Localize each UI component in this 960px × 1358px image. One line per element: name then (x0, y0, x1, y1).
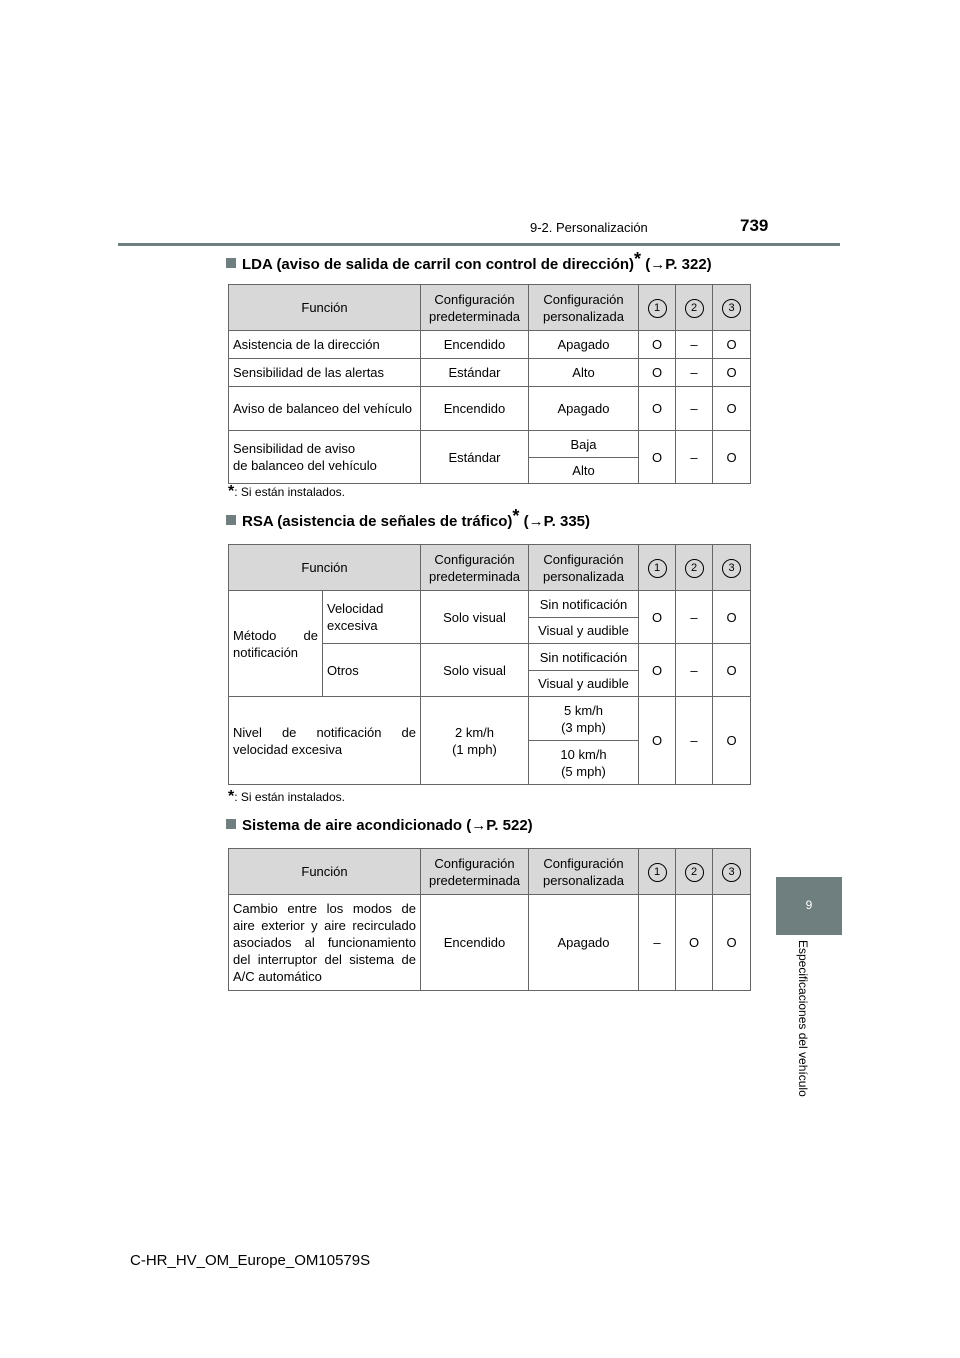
lda-page-ref: (→P. 322) (641, 256, 712, 273)
col-3 (713, 849, 751, 895)
header-rule (118, 243, 840, 246)
cell-custom: Sin notificación (529, 644, 639, 671)
cell-c1: O (639, 331, 676, 359)
cell-c2: – (676, 387, 713, 431)
col-3 (713, 545, 751, 591)
ac-heading-text: Sistema de aire acondicionado (242, 817, 463, 834)
col-default: Configuración predeterminada (421, 285, 529, 331)
cell-c2: – (676, 359, 713, 387)
lda-asterisk: * (634, 249, 642, 269)
cell-funcion: Aviso de balanceo del vehículo (229, 387, 421, 431)
table-header-row (229, 545, 751, 591)
cell-default: Encendido (421, 387, 529, 431)
circled-1-icon: 1 (648, 559, 667, 578)
lda-heading-text: LDA (aviso de salida de carril con control de dirección) (242, 256, 635, 273)
chapter-number: 9 (805, 898, 813, 912)
table-row (229, 431, 751, 458)
cell-default: Solo visual (421, 591, 529, 644)
circled-3-icon: 3 (722, 299, 741, 318)
cell-c2: O (676, 895, 713, 991)
cell-default: Estándar (421, 359, 529, 387)
cell-funcion: Asistencia de la dirección (229, 331, 421, 359)
cell-custom-line: (5 mph) (561, 763, 606, 779)
lda-footnote (228, 483, 345, 501)
col-1 (639, 285, 676, 331)
table-header-row (229, 285, 751, 331)
circled-1-icon: 1 (648, 299, 667, 318)
cell-custom-line: 10 km/h (560, 746, 607, 762)
rsa-footnote (228, 788, 345, 806)
circled-3-icon: 3 (722, 559, 741, 578)
col-funcion: Función (229, 545, 421, 591)
cell-level-label: Nivel de notificación de velocidad excesiva (229, 697, 421, 785)
cell-custom: Visual y audible (529, 618, 639, 644)
page-number: 739 (740, 216, 769, 235)
lda-heading (226, 249, 712, 273)
cell-c3: O (713, 359, 751, 387)
circled-2-icon: 2 (685, 863, 704, 882)
cell-funcion-line: Sensibilidad de aviso (233, 441, 356, 456)
col-custom: Configuración personalizada (529, 849, 639, 895)
circled-2-icon: 2 (685, 559, 704, 578)
rsa-heading-text: RSA (asistencia de señales de tráfico) (242, 513, 513, 530)
cell-custom: Apagado (529, 895, 639, 991)
col-custom: Configuración personalizada (529, 285, 639, 331)
cell-custom: Alto (529, 359, 639, 387)
cell-custom-line: 5 km/h (563, 702, 603, 718)
cell-c2: – (676, 331, 713, 359)
col-funcion: Función (229, 849, 421, 895)
cell-c2: – (676, 431, 713, 484)
col-2 (676, 545, 713, 591)
cell-c3: O (713, 387, 751, 431)
table-row (229, 591, 751, 618)
chapter-tab (776, 877, 842, 935)
col-funcion: Función (229, 285, 421, 331)
cell-c1: – (639, 895, 676, 991)
cell-default-line: 2 km/h (454, 724, 494, 740)
chapter-label: Especificaciones del vehículo (796, 940, 810, 1097)
cell-c2: – (676, 591, 713, 644)
col-2 (676, 849, 713, 895)
footnote-text: : Si están instalados. (234, 790, 345, 804)
col-default: Configuración predeterminada (421, 545, 529, 591)
footnote-text: : Si están instalados. (234, 485, 345, 499)
cell-default: Estándar (421, 431, 529, 484)
col-1 (639, 849, 676, 895)
cell-custom: Baja (529, 431, 639, 458)
table-row (229, 895, 751, 991)
cell-c3: O (713, 644, 751, 697)
cell-funcion-line: de balanceo del vehículo (233, 458, 377, 473)
cell-sub-label: Otros (323, 644, 421, 697)
footnote-asterisk: * (228, 788, 235, 805)
col-custom: Configuración personalizada (529, 545, 639, 591)
cell-default: Solo visual (421, 644, 529, 697)
col-default: Configuración predeterminada (421, 849, 529, 895)
cell-custom: Apagado (529, 331, 639, 359)
cell-c2: – (676, 697, 713, 785)
cell-funcion: Cambio entre los modos de aire exterior y aire recirculado asociados al funcionamiento del interruptor del sistema de A/C automático (229, 895, 421, 991)
cell-c2: – (676, 644, 713, 697)
cell-c3: O (713, 697, 751, 785)
cell-c1: O (639, 591, 676, 644)
rsa-table (228, 544, 751, 785)
table-header-row (229, 849, 751, 895)
header-section-title: 9-2. Personalización (530, 220, 648, 235)
cell-custom: Sin notificación (529, 591, 639, 618)
cell-c3: O (713, 895, 751, 991)
cell-c3: O (713, 431, 751, 484)
bullet-square-icon (226, 258, 236, 268)
cell-custom (529, 741, 639, 785)
rsa-asterisk: * (512, 506, 520, 526)
cell-method: Método de notificación (229, 591, 323, 697)
cell-default (421, 697, 529, 785)
cell-default: Encendido (421, 895, 529, 991)
rsa-page-ref: (→P. 335) (519, 513, 590, 530)
cell-custom: Alto (529, 458, 639, 484)
lda-table (228, 284, 751, 484)
rsa-heading (226, 506, 590, 530)
table-row (229, 331, 751, 359)
col-2 (676, 285, 713, 331)
cell-c1: O (639, 431, 676, 484)
cell-c1: O (639, 387, 676, 431)
ac-page-ref: (→P. 522) (462, 817, 533, 834)
cell-funcion: Sensibilidad de las alertas (229, 359, 421, 387)
ac-table (228, 848, 751, 991)
cell-custom: Visual y audible (529, 671, 639, 697)
cell-custom (529, 697, 639, 741)
circled-1-icon: 1 (648, 863, 667, 882)
table-row (229, 697, 751, 741)
bullet-square-icon (226, 515, 236, 525)
bullet-square-icon (226, 819, 236, 829)
footnote-asterisk: * (228, 483, 235, 500)
cell-c1: O (639, 644, 676, 697)
cell-c3: O (713, 591, 751, 644)
table-row (229, 359, 751, 387)
col-1 (639, 545, 676, 591)
cell-default: Encendido (421, 331, 529, 359)
table-row (229, 387, 751, 431)
cell-c3: O (713, 331, 751, 359)
col-3 (713, 285, 751, 331)
cell-funcion (229, 431, 421, 484)
ac-heading (226, 817, 533, 834)
cell-sub-label: Velocidad excesiva (323, 591, 421, 644)
cell-custom: Apagado (529, 387, 639, 431)
cell-custom-line: (3 mph) (561, 719, 606, 735)
cell-default-line: (1 mph) (452, 741, 497, 757)
circled-3-icon: 3 (722, 863, 741, 882)
circled-2-icon: 2 (685, 299, 704, 318)
cell-c1: O (639, 359, 676, 387)
cell-c1: O (639, 697, 676, 785)
footer-doc-id: C-HR_HV_OM_Europe_OM10579S (130, 1252, 371, 1269)
